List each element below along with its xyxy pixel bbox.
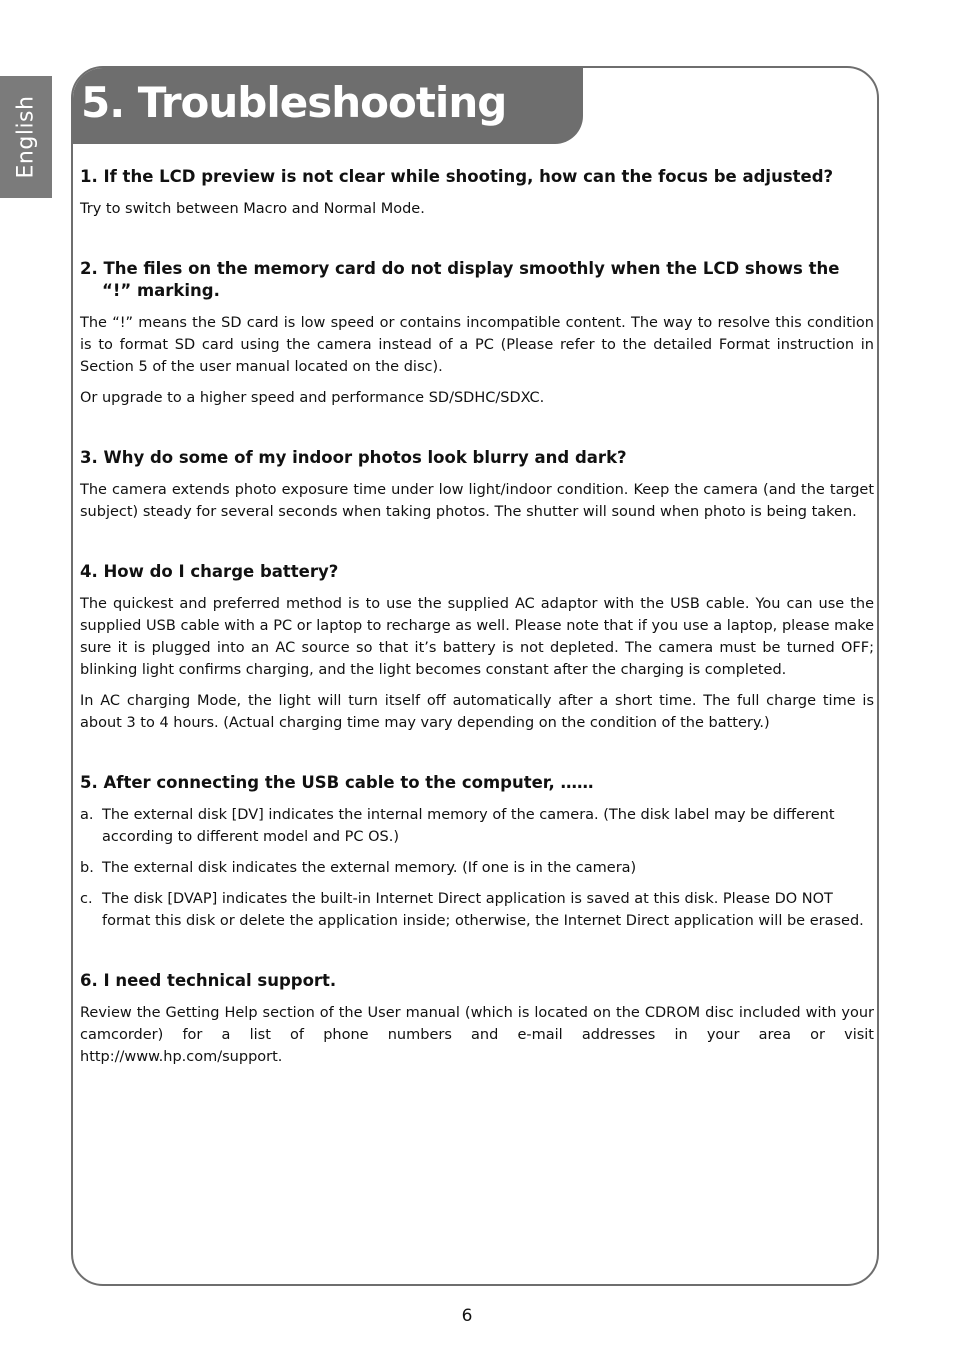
title-bar [73,68,583,144]
page-number: 6 [461,1306,473,1326]
page-title: 5. Troubleshooting [81,78,507,127]
faq-section-5 [80,772,874,932]
list-item-text: The disk [DVAP] indicates the built-in Internet Direct application is saved at this disk. Please DO NOT format this disk or delete the application inside; otherwise, the Internet Direct application will be erased. [102,891,864,929]
list-item-text: The external disk [DV] indicates the internal memory of the camera. (The disk label may be different according to different model and PC OS.) [102,807,835,845]
faq-section-6 [80,970,874,1068]
faq-section-1 [80,166,874,220]
faq-answer: Or upgrade to a higher speed and performance SD/SDHC/SDXC. [80,390,545,406]
list-item-text: The external disk indicates the external memory. (If one is in the camera) [102,860,637,876]
language-tab [0,76,52,198]
language-label: English [13,95,39,179]
faq-section-3 [80,447,874,523]
list-item [80,804,874,848]
list-item [80,857,874,879]
faq-answer: In AC charging Mode, the light will turn itself off automatically after a short time. The full charge time is about 3 to 4 hours. (Actual charging time may vary depending on the condition of the battery.) [80,693,874,731]
faq-section-4 [80,561,874,734]
troubleshooting-content [80,166,874,1106]
faq-question: 5. After connecting the USB cable to the computer, …… [80,773,594,792]
faq-answer: Review the Getting Help section of the User manual (which is located on the CDROM disc included with your camcorder) for a list of phone numbers and e-mail addresses in your area or visit http://www.hp.com/support. [80,1005,874,1065]
faq-answer: The camera extends photo exposure time under low light/indoor condition. Keep the camera (and the target subject) steady for several seconds when taking photos. The shutter will sound when photo is being taken. [80,482,874,520]
faq-answer: The quickest and preferred method is to use the supplied AC adaptor with the USB cable. You can use the supplied USB cable with a PC or laptop to recharge as well. Please note that if you use a laptop, please make sure it is plugged into an AC source so that it’s battery is not depleted. The camera must be turned OFF; blinking light confirms charging, and the light becomes constant after the charging is completed. [80,596,874,678]
faq-question: 2. The files on the memory card do not display smoothly when the LCD shows the “!” marking. [80,259,840,300]
list-marker: a. [80,807,94,823]
faq-question: 3. Why do some of my indoor photos look blurry and dark? [80,448,627,467]
list-item [80,888,874,932]
faq-section-2 [80,258,874,409]
faq-question: 4. How do I charge battery? [80,562,339,581]
faq-question: 6. I need technical support. [80,971,337,990]
faq-answer: Try to switch between Macro and Normal Mode. [80,201,425,217]
list-marker: c. [80,891,93,907]
list-marker: b. [80,860,94,876]
faq-question: 1. If the LCD preview is not clear while shooting, how can the focus be adjusted? [80,167,834,186]
faq-answer: The “!” means the SD card is low speed or contains incompatible content. The way to resolve this condition is to format SD card using the camera instead of a PC (Please refer to the detailed Format instruction in Section 5 of the user manual located on the disc). [80,315,874,375]
